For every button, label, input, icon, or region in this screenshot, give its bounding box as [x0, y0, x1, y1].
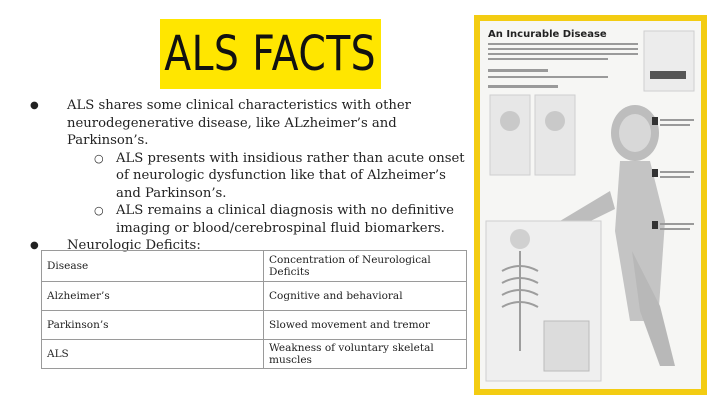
- slide-title-box: [160, 19, 381, 89]
- sub-bullet-circle-icon: ○: [94, 204, 104, 217]
- table-header-cell: Disease: [42, 251, 264, 282]
- bullet-text: Neurologic Deficits:: [67, 238, 201, 253]
- table-cell: Parkinson’s: [42, 311, 264, 340]
- table-cell: Weakness of voluntary skeletal muscles: [264, 340, 467, 369]
- als-infographic-image: [474, 15, 707, 395]
- table-row: [42, 340, 467, 369]
- table-row: [42, 311, 467, 340]
- table-cell: Alzheimer’s: [42, 282, 264, 311]
- bullet-text: ALS shares some clinical characteristics with other neurodegenerative disease, like ALzheimer’s and Parkinson’s.: [67, 98, 411, 148]
- bullet-item: [30, 97, 470, 150]
- table-cell: Slowed movement and tremor: [264, 311, 467, 340]
- sub-bullet-circle-icon: ○: [94, 151, 104, 165]
- infographic-heading: An Incurable Disease: [488, 29, 607, 40]
- anatomy-illustration-icon: [480, 21, 701, 389]
- sub-bullet-text: ALS presents with insidious rather than acute onset of neurologic dysfunction like that of Alzheimer’s and Parkinson’s.: [116, 150, 465, 201]
- table-header-cell: Concentration of Neurological Deficits: [264, 251, 467, 282]
- table-header-row: [42, 251, 467, 282]
- sub-bullet-item: [94, 202, 470, 237]
- table-cell: Cognitive and behavioral: [264, 282, 467, 311]
- bullet-dot-icon: ●: [30, 240, 39, 251]
- bullet-dot-icon: ●: [30, 100, 39, 111]
- infographic-panel: [480, 21, 701, 389]
- sub-bullet-text: ALS remains a clinical diagnosis with no definitive imaging or blood/cerebrospinal fluid biomarkers.: [116, 203, 454, 236]
- bullet-list: [30, 97, 470, 255]
- table-cell: ALS: [42, 340, 264, 369]
- sub-bullet-item: [94, 150, 470, 203]
- neurological-deficits-table: [41, 250, 467, 369]
- slide-title: ALS FACTS: [164, 26, 377, 82]
- table-row: [42, 282, 467, 311]
